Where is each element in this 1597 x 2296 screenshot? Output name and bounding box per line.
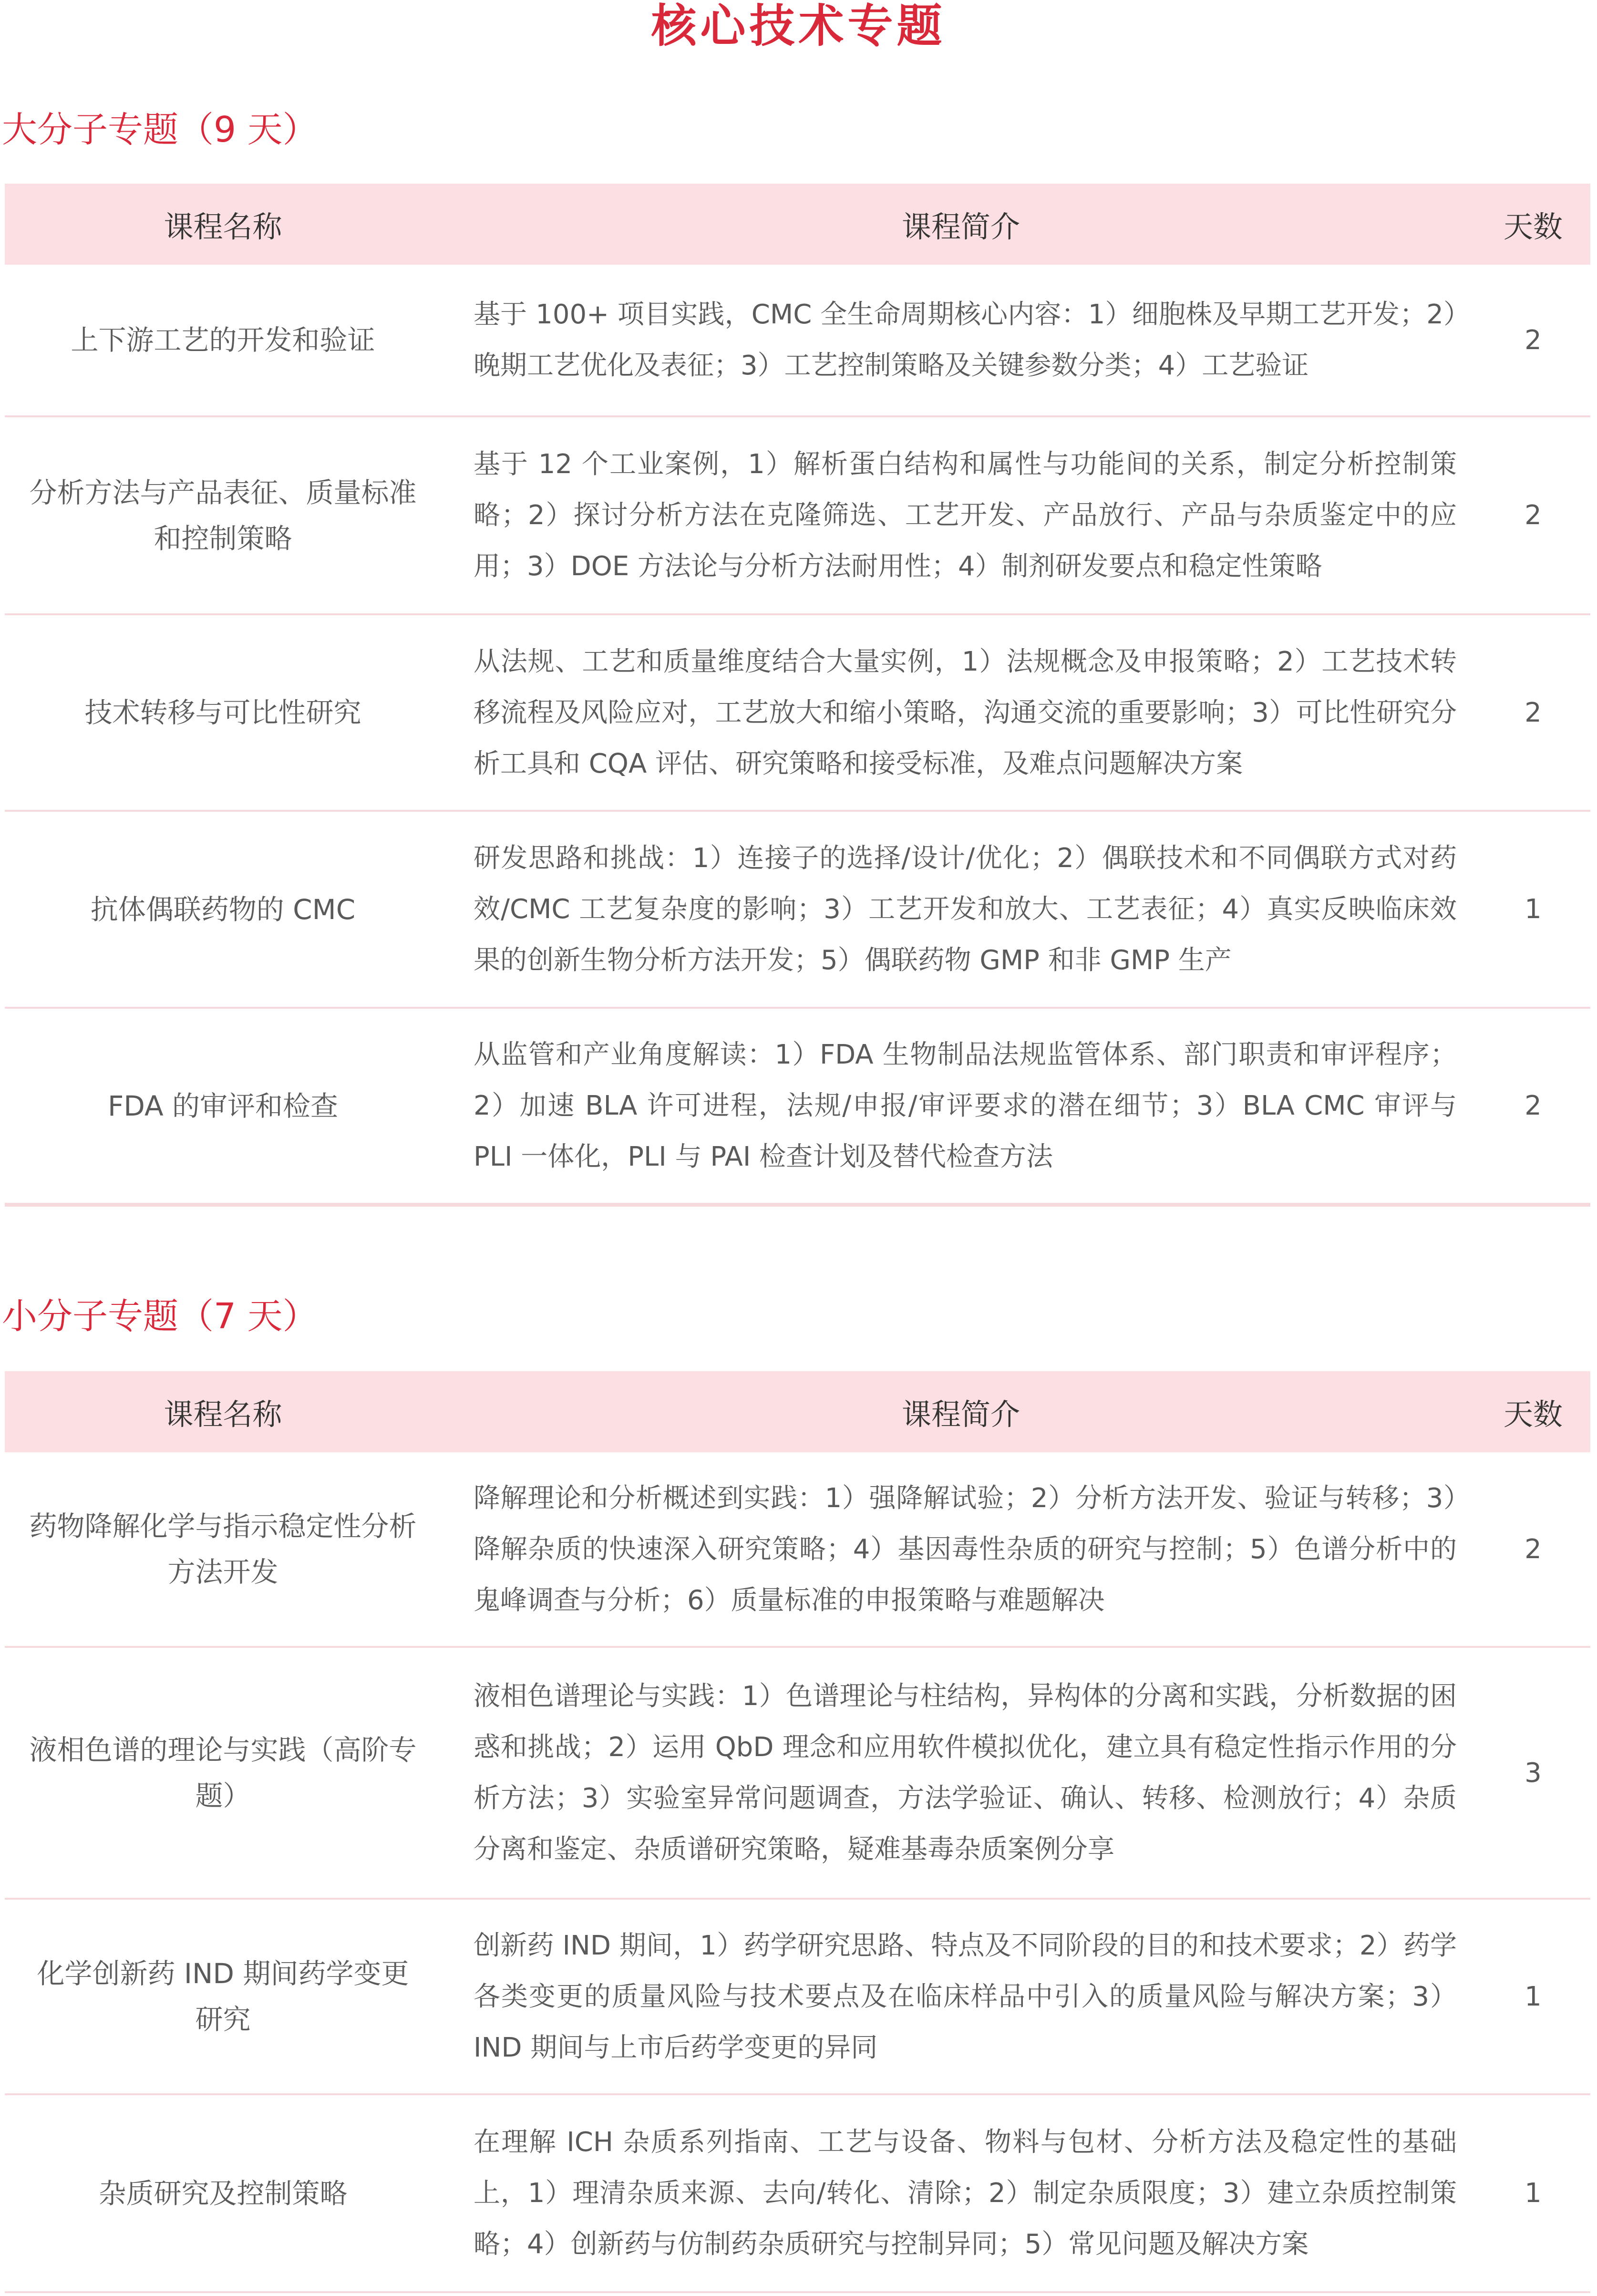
course-name: 杂质研究及控制策略: [98, 2177, 348, 2210]
course-desc: 从监管和产业角度解读：1）FDA 生物制品法规监管体系、部门职责和审评程序；2）加速 BLA 许可进程，法规/申报/审评要求的潜在细节；3）BLA CMC 审评与 PLI 一体化，PLI 与 PAI 检查计划及替代检查方法: [474, 1039, 1457, 1172]
course-days: 2: [1525, 500, 1542, 531]
course-desc: 基于 100+ 项目实践，CMC 全生命周期核心内容：1）细胞株及早期工艺开发；2）晚期工艺优化及表征；3）工艺控制策略及关键参数分类；4）工艺验证: [474, 299, 1457, 381]
header-days: 天数: [1503, 209, 1563, 244]
course-desc: 在理解 ICH 杂质系列指南、工艺与设备、物料与包材、分析方法及稳定性的基础上，1）理清杂质来源、去向/转化、清除；2）制定杂质限度；3）建立杂质控制策略；4）创新药与仿制药杂质研究与控制异同；5）常见问题及解决方案: [474, 2127, 1457, 2260]
course-desc: 基于 12 个工业案例，1）解析蛋白结构和属性与功能间的关系，制定分析控制策略；2）探讨分析方法在克隆筛选、工艺开发、产品放行、产品与杂质鉴定中的应用；3）DOE 方法论与分析方法耐用性；4）制剂研发要点和稳定性策略: [474, 449, 1457, 582]
course-name: 液相色谱的理论与实践（高阶专题）: [29, 1734, 417, 1812]
header-course-desc: 课程简介: [901, 209, 1020, 244]
course-days: 1: [1525, 1981, 1542, 2012]
course-days: 2: [1525, 697, 1542, 728]
course-name: FDA 的审评和检查: [107, 1089, 339, 1122]
course-table-small-molecule: [5, 1371, 1590, 2293]
table-header: [5, 1371, 1590, 1452]
section-heading-small-molecule: 小分子专题（7 天）: [2, 1296, 318, 1337]
course-desc: 降解理论和分析概述到实践：1）强降解试验；2）分析方法开发、验证与转移；3）降解杂质的快速深入研究策略；4）基因毒性杂质的研究与控制；5）色谱分析中的鬼峰调查与分析；6）质量标准的申报策略与难题解决: [474, 1482, 1457, 1616]
header-days: 天数: [1503, 1396, 1563, 1432]
table-row: [5, 1452, 1590, 1648]
table-row: [5, 1009, 1590, 1207]
course-days: 2: [1525, 1090, 1542, 1121]
course-table-large-molecule: [5, 184, 1590, 1207]
table-row: [5, 1648, 1590, 1900]
course-name: 上下游工艺的开发和验证: [71, 324, 375, 356]
page-title: 核心技术专题: [651, 0, 946, 52]
course-desc: 研发思路和挑战：1）连接子的选择/设计/优化；2）偶联技术和不同偶联方式对药效/CMC 工艺复杂度的影响；3）工艺开发和放大、工艺表征；4）真实反映临床效果的创新生物分析方法开发；5）偶联药物 GMP 和非 GMP 生产: [474, 843, 1457, 976]
course-days: 2: [1525, 1533, 1542, 1565]
header-course-name: 课程名称: [164, 1396, 282, 1432]
section-heading-large-molecule: 大分子专题（9 天）: [2, 109, 318, 150]
table-row: [5, 812, 1590, 1009]
course-days: 3: [1525, 1757, 1542, 1789]
course-desc: 从法规、工艺和质量维度结合大量实例，1）法规概念及申报策略；2）工艺技术转移流程及风险应对，工艺放大和缩小策略，沟通交流的重要影响；3）可比性研究分析工具和 CQA 评估、研究策略和接受标准，及难点问题解决方案: [474, 646, 1457, 779]
course-name: 药物降解化学与指示稳定性分析方法开发: [29, 1510, 417, 1588]
course-name: 抗体偶联药物的 CMC: [90, 893, 356, 926]
course-days: 1: [1525, 894, 1542, 925]
table-row: [5, 1900, 1590, 2095]
course-desc: 创新药 IND 期间，1）药学研究思路、特点及不同阶段的目的和技术要求；2）药学各类变更的质量风险与技术要点及在临床样品中引入的质量风险与解决方案；3）IND 期间与上市后药学变更的异同: [474, 1930, 1457, 2063]
course-days: 1: [1525, 2178, 1542, 2209]
course-name: 化学创新药 IND 期间药学变更研究: [37, 1957, 409, 2036]
header-course-name: 课程名称: [164, 209, 282, 244]
table-row: [5, 615, 1590, 812]
header-course-desc: 课程简介: [901, 1396, 1020, 1432]
table-header: [5, 184, 1590, 265]
course-days: 2: [1525, 324, 1542, 356]
course-name: 分析方法与产品表征、质量标准和控制策略: [29, 476, 417, 555]
table-row: [5, 2095, 1590, 2293]
course-desc: 液相色谱理论与实践：1）色谱理论与柱结构，异构体的分离和实践，分析数据的困惑和挑战；2）运用 QbD 理念和应用软件模拟优化，建立具有稳定性指示作用的分析方法；3）实验室异常问题调查，方法学验证、确认、转移、检测放行；4）杂质分离和鉴定、杂质谱研究策略，疑难基毒杂质案例分享: [474, 1681, 1457, 1865]
course-name: 技术转移与可比性研究: [84, 696, 361, 729]
table-row: [5, 417, 1590, 615]
table-row: [5, 265, 1590, 417]
